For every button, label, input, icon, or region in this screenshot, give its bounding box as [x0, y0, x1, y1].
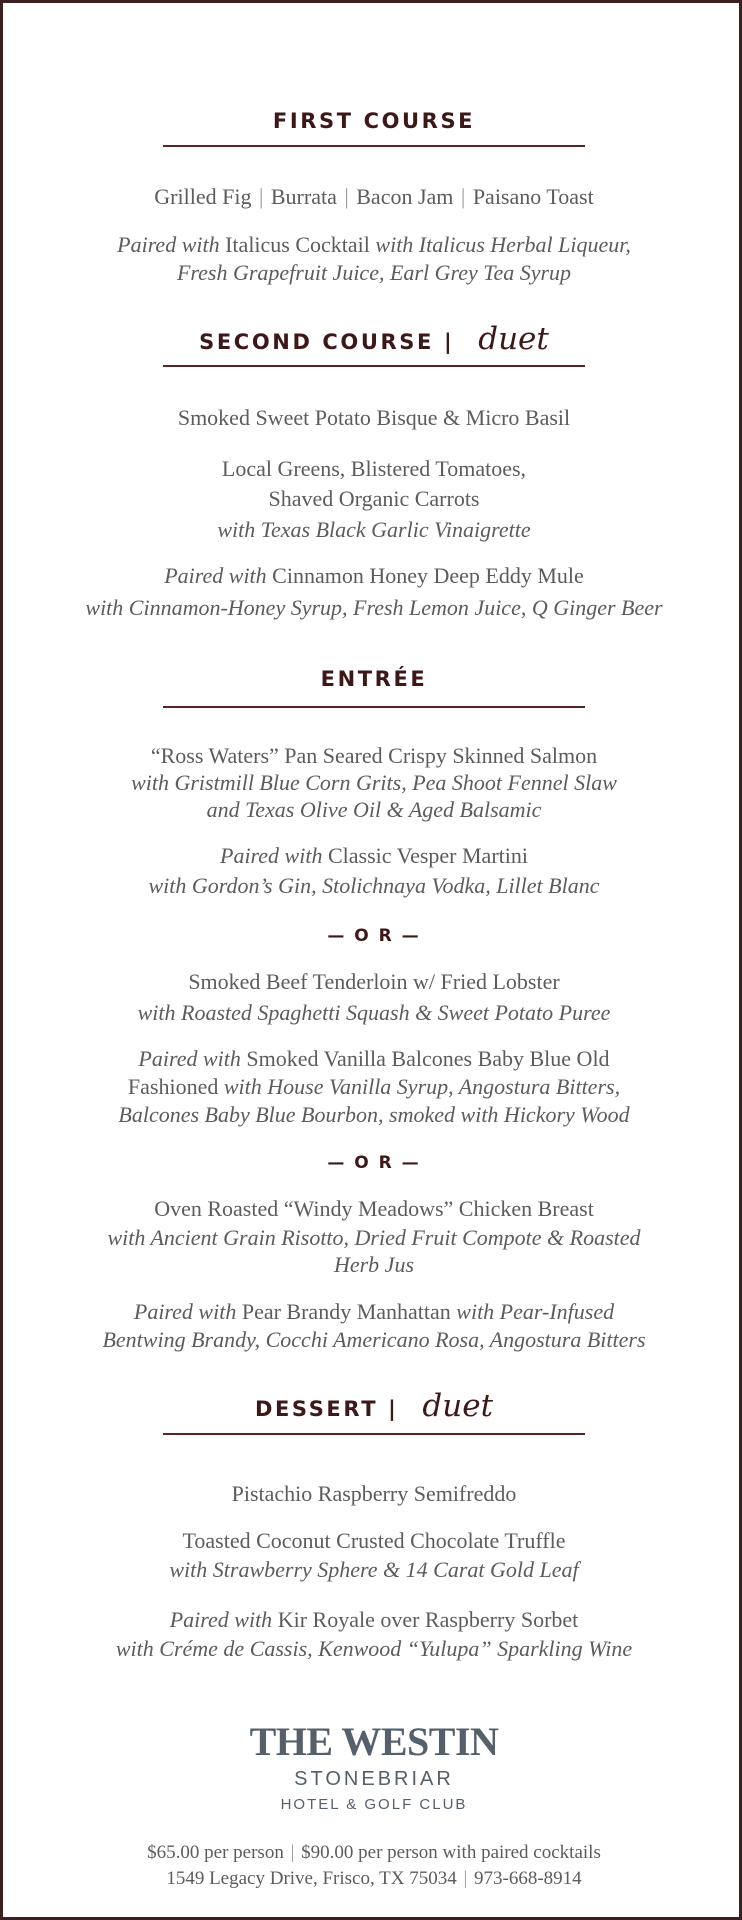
pairing-drink: Italicus Cocktail — [225, 232, 370, 257]
pairing-detail: with House Vanilla Syrup, Angostura Bitters, — [223, 1074, 621, 1099]
dish-truffle-line1: Toasted Coconut Crusted Chocolate Truffle — [182, 1528, 566, 1553]
brand-stonebriar: STONEBRIAR — [294, 1768, 454, 1790]
dish-greens-line3: with Texas Black Garlic Vinaigrette — [217, 517, 531, 542]
item-burrata: Burrata — [270, 184, 337, 209]
chicken-pairing — [3, 1298, 742, 1326]
pairing-prefix: Paired with — [138, 1046, 241, 1071]
first-course-pairing — [3, 231, 742, 259]
dish-salmon-line3: and Texas Olive Oil & Aged Balsamic — [206, 797, 542, 822]
dessert-pairing — [3, 1606, 742, 1634]
dish-beef-line1: Smoked Beef Tenderloin w/ Fried Lobster — [188, 969, 560, 994]
item-grilled-fig: Grilled Fig — [154, 184, 252, 209]
dish-truffle-line2: with Strawberry Sphere & 14 Carat Gold Leaf — [169, 1557, 579, 1582]
entree-heading — [3, 667, 742, 691]
or-divider-2: — O R — — [327, 1153, 421, 1173]
footer-prices — [3, 1840, 742, 1865]
item-bacon-jam: Bacon Jam — [356, 184, 454, 209]
dish-chicken-line3: Herb Jus — [333, 1252, 415, 1277]
dish-chicken-line1: Oven Roasted “Windy Meadows” Chicken Breast — [154, 1196, 594, 1221]
salmon-pairing-line2: with Gordon’s Gin, Stolichnaya Vodka, Lillet Blanc — [148, 873, 600, 898]
chicken-pairing-line2: Bentwing Brandy, Cocchi Americano Rosa, Angostura Bitters — [102, 1327, 646, 1352]
beef-pairing — [3, 1045, 742, 1073]
second-course-pairing — [3, 562, 742, 590]
beef-pairing-line2 — [3, 1073, 742, 1101]
dish-salmon-line1: “Ross Waters” Pan Seared Crispy Skinned Salmon — [150, 743, 598, 768]
dish-greens-line1: Local Greens, Blistered Tomatoes, — [221, 456, 527, 481]
pipe-separator: | — [338, 184, 355, 209]
pairing-detail: with Italicus Herbal Liqueur, — [375, 232, 631, 257]
duet-script-label: duet — [478, 321, 549, 357]
heading-separator: | — [443, 330, 455, 354]
item-paisano-toast: Paisano Toast — [472, 184, 594, 209]
second-course-pairing-line2: with Cinnamon-Honey Syrup, Fresh Lemon Juice, Q Ginger Beer — [85, 595, 663, 620]
dish-chicken-line2: with Ancient Grain Risotto, Dried Fruit Compote & Roasted — [107, 1225, 641, 1250]
pairing-drink-cont: Fashioned — [127, 1074, 219, 1099]
heading-separator: | — [388, 1397, 399, 1421]
dish-greens-line2: Shaved Organic Carrots — [268, 486, 480, 511]
dessert-title: DESSERT — [254, 1397, 379, 1421]
entree-divider — [163, 706, 585, 708]
first-course-divider — [163, 145, 585, 147]
westin-logo: THE WESTIN — [249, 1719, 499, 1764]
pairing-drink: Classic Vesper Martini — [327, 843, 528, 868]
pairing-prefix: Paired with — [220, 843, 323, 868]
first-course-title: FIRST COURSE — [272, 109, 476, 133]
pairing-drink: Smoked Vanilla Balcones Baby Blue Old — [246, 1046, 610, 1071]
pipe-separator: | — [458, 1868, 473, 1889]
salmon-pairing — [3, 842, 742, 870]
price-paired: $90.00 per person with paired cocktails — [301, 1842, 601, 1863]
duet-script-label: duet — [422, 1388, 494, 1424]
dessert-pairing-line2: with Créme de Cassis, Kenwood “Yulupa” Sparkling Wine — [115, 1636, 633, 1661]
pairing-prefix: Paired with — [117, 232, 220, 257]
pairing-detail: with Pear-Infused — [456, 1299, 615, 1324]
pairing-drink: Pear Brandy Manhattan — [241, 1299, 451, 1324]
or-divider-1: — O R — — [327, 926, 421, 946]
pipe-separator: | — [253, 184, 269, 209]
brand-hotel-golf: HOTEL & GOLF CLUB — [280, 1796, 468, 1813]
first-course-pairing-line2: Fresh Grapefruit Juice, Earl Grey Tea Syrup — [176, 260, 572, 285]
entree-title: ENTRÉE — [320, 667, 428, 691]
footer-address — [3, 1866, 742, 1891]
pairing-prefix: Paired with — [133, 1299, 237, 1324]
second-course-title: SECOND COURSE — [199, 330, 434, 354]
first-course-heading — [3, 109, 742, 133]
beef-pairing-line3: Balcones Baby Blue Bourbon, smoked with Hickory Wood — [118, 1102, 630, 1127]
first-course-items — [3, 183, 742, 211]
price-single: $65.00 per person — [147, 1842, 284, 1863]
address: 1549 Legacy Drive, Frisco, TX 75034 — [166, 1868, 457, 1889]
dish-beef-line2: with Roasted Spaghetti Squash & Sweet Potato Puree — [137, 1000, 611, 1025]
pairing-prefix: Paired with — [169, 1607, 273, 1632]
pairing-drink: Cinnamon Honey Deep Eddy Mule — [272, 563, 584, 588]
pairing-drink: Kir Royale over Raspberry Sorbet — [277, 1607, 579, 1632]
dish-salmon-line2: with Gristmill Blue Corn Grits, Pea Shoot Fennel Slaw — [131, 770, 617, 795]
second-course-divider — [163, 365, 585, 367]
dessert-heading — [3, 1388, 742, 1424]
pipe-separator: | — [455, 184, 471, 209]
dish-semifreddo: Pistachio Raspberry Semifreddo — [231, 1481, 517, 1506]
dish-bisque: Smoked Sweet Potato Bisque & Micro Basil — [177, 405, 571, 430]
pairing-prefix: Paired with — [164, 563, 267, 588]
dessert-divider — [163, 1433, 585, 1435]
second-course-heading — [3, 321, 742, 357]
pipe-separator: | — [285, 1842, 300, 1863]
phone: 973-668-8914 — [474, 1868, 582, 1889]
